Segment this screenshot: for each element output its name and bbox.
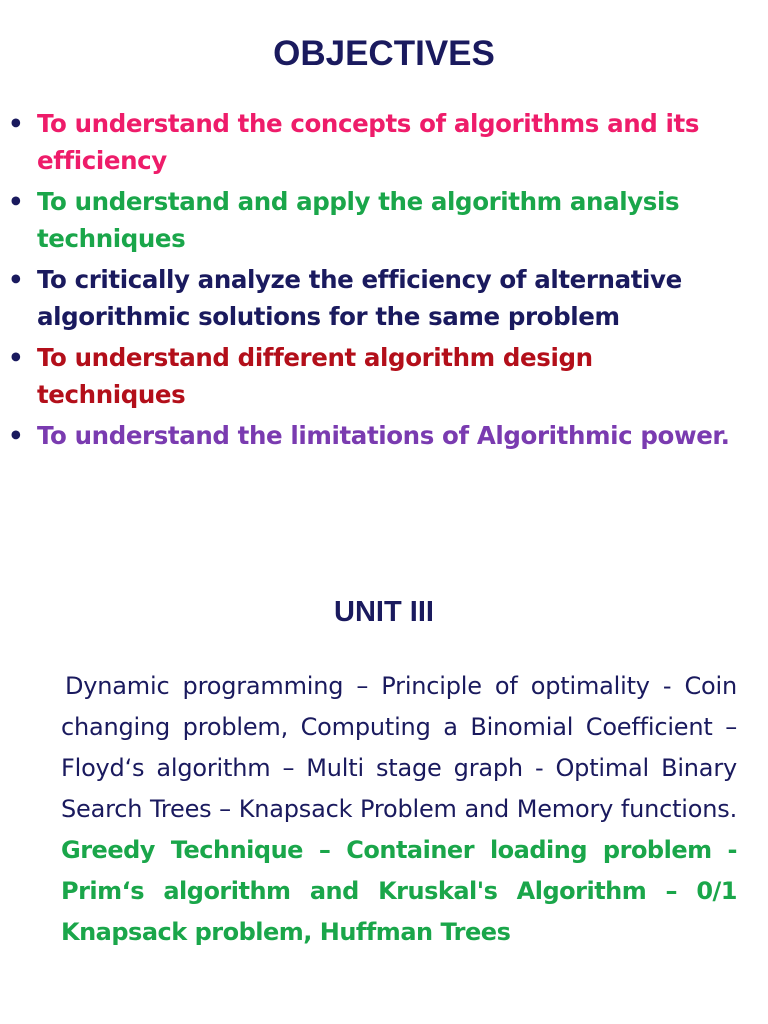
bullet-icon: • xyxy=(8,109,24,138)
bullet-icon: • xyxy=(8,421,24,450)
objective-item xyxy=(0,261,740,335)
objective-text: To understand and apply the algorithm analysis techniques xyxy=(37,187,680,253)
unit-syllabus-plain: Dynamic programming – Principle of optimality - Coin changing problem, Computing a Binomial Coefficient – Floyd‘s algorithm – Multi stage graph - Optimal Binary Search Trees – Knapsack Problem and Memory functions. xyxy=(61,672,737,823)
bullet-icon: • xyxy=(8,187,24,216)
bullet-icon: • xyxy=(8,343,24,372)
page-title: OBJECTIVES xyxy=(273,34,495,73)
objective-text: To understand the concepts of algorithms and its efficiency xyxy=(37,109,700,175)
objectives-list xyxy=(0,105,740,458)
objective-item xyxy=(0,339,740,413)
objective-item xyxy=(0,183,740,257)
objective-text: To critically analyze the efficiency of alternative algorithmic solutions for the same problem xyxy=(37,265,682,331)
objective-text: To understand different algorithm design techniques xyxy=(37,343,593,409)
unit-syllabus-greedy: Greedy Technique – Container loading problem - Prim‘s algorithm and Kruskal's Algorithm – 0/1 Knapsack problem, Huffman Trees xyxy=(61,836,737,946)
unit-syllabus xyxy=(61,666,737,953)
unit-title: UNIT III xyxy=(334,596,434,628)
objective-text: To understand the limitations of Algorithmic power. xyxy=(37,421,730,450)
bullet-icon: • xyxy=(8,265,24,294)
objective-item xyxy=(0,105,740,179)
objective-item xyxy=(0,417,740,454)
